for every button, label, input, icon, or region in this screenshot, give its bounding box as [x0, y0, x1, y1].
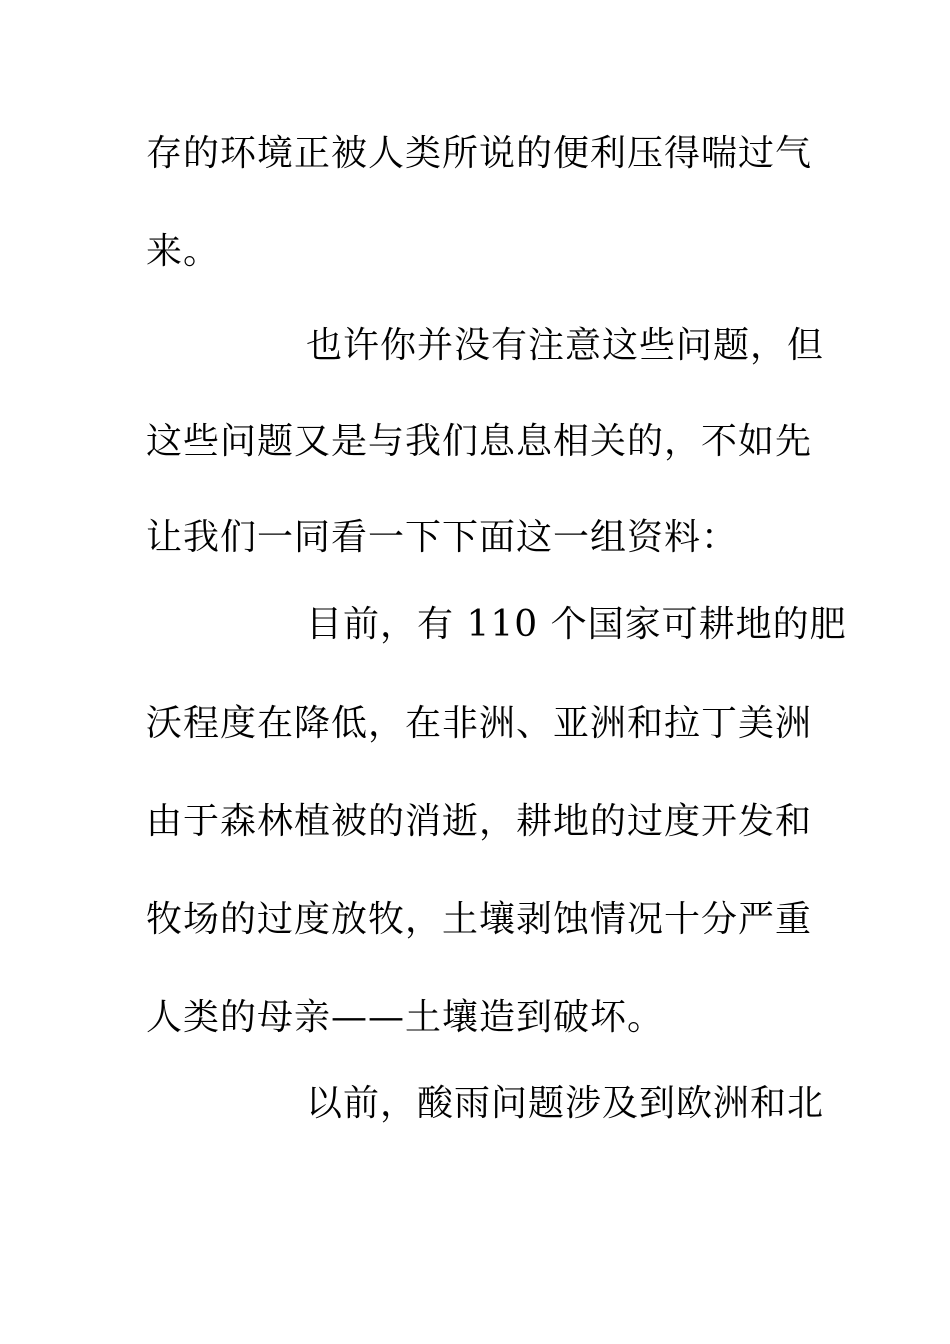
text-line-7: 沃程度在降低，在非洲、亚洲和拉丁美洲 [146, 703, 813, 744]
text-line-5: 让我们一同看一下下面这一组资料： [146, 517, 739, 558]
text-line-10: 人类的母亲——土壤造到破坏。 [146, 997, 665, 1038]
text-line-8: 由于森林植被的消逝，耕地的过度开发和 [146, 801, 813, 842]
text-line-9: 牧场的过度放牧，土壤剥蚀情况十分严重 [146, 899, 813, 940]
text-line-6: 目前，有 110 个国家可耕地的肥 [306, 604, 847, 645]
text-line-3: 也许你并没有注意这些问题，但 [306, 325, 825, 366]
text-line-1: 存的环境正被人类所说的便利压得喘过气 [146, 133, 813, 174]
text-line-2: 来。 [146, 231, 221, 272]
text-line-4: 这些问题又是与我们息息相关的，不如先 [146, 421, 813, 462]
text-line-11: 以前，酸雨问题涉及到欧洲和北 [306, 1083, 825, 1124]
